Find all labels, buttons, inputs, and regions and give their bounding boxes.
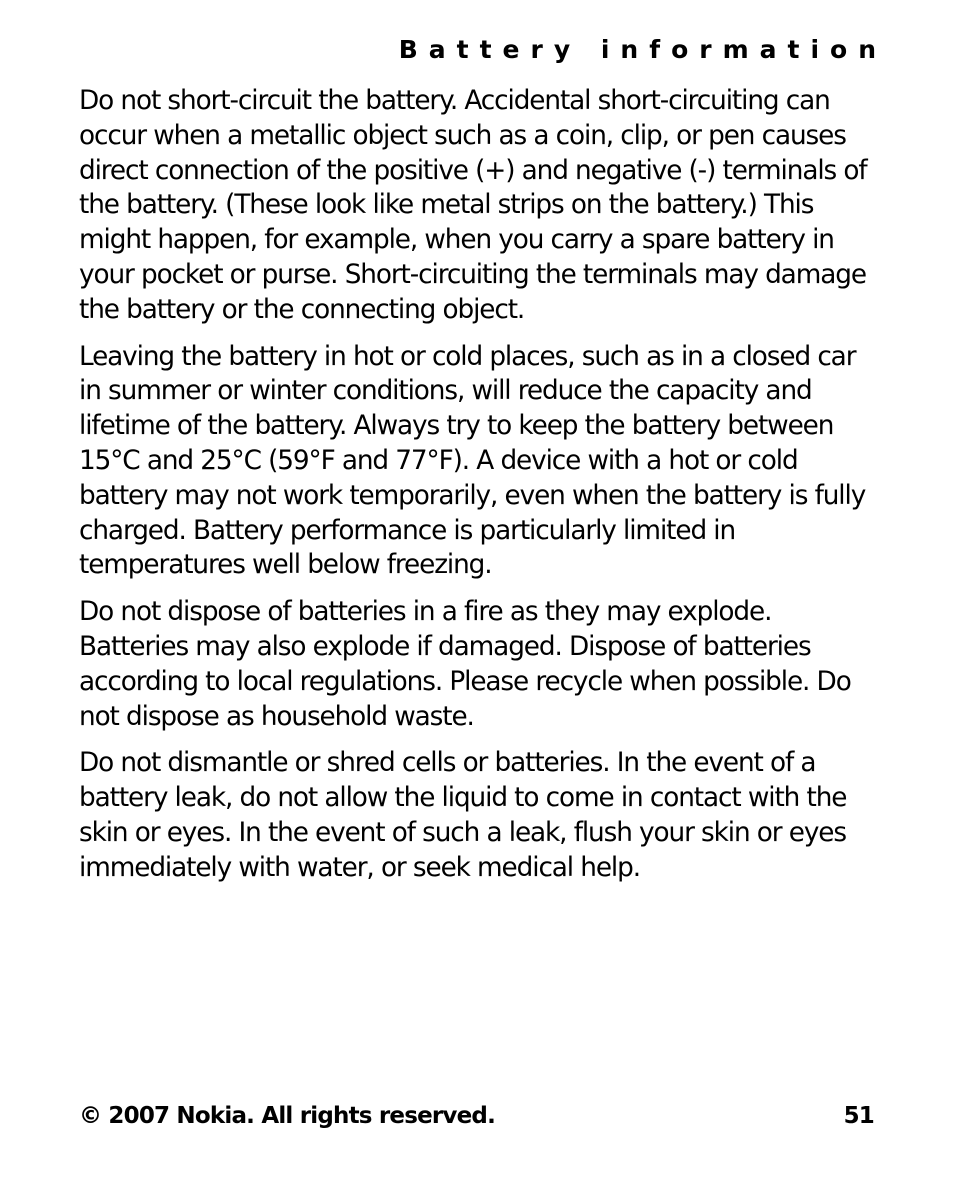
running-header-title: Battery information — [398, 35, 887, 64]
paragraph-disposal: Do not dispose of batteries in a fire as they may explode. Batteries may also explode if damaged. Dispose of batteries according to local regulations. Please recycle when possible. Do not dispose as household waste. — [79, 597, 851, 732]
page-number: 51 — [843, 1103, 874, 1129]
copyright-notice: © 2007 Nokia. All rights reserved. — [79, 1103, 496, 1129]
paragraph-temperature: Leaving the battery in hot or cold places, such as in a closed car in summer or winter conditions, will reduce the capacity and lifetime of the battery. Always try to keep the battery between 15°C and 25°C (59°F and 77°F). A device with a hot or cold battery may not work temporarily, even when the battery is fully charged. Battery performance is particularly limited in temperatures well below freezing. — [79, 341, 866, 581]
paragraph-short-circuit: Do not short-circuit the battery. Accidental short-circuiting can occur when a metallic object such as a coin, clip, or pen causes direct connection of the positive (+) and negative (-) terminals of the battery. (These look like metal strips on the battery.) This might happen, for example, when you carry a spare battery in your pocket or purse. Short-circuiting the terminals may damage the battery or the connecting object. — [79, 86, 867, 325]
body-text — [79, 84, 877, 898]
paragraph-leak: Do not dismantle or shred cells or batteries. In the event of a battery leak, do not allow the liquid to come in contact with the skin or eyes. In the event of such a leak, flush your skin or eyes immediately with water, or seek medical help. — [79, 748, 847, 883]
page-footer — [79, 1099, 874, 1133]
